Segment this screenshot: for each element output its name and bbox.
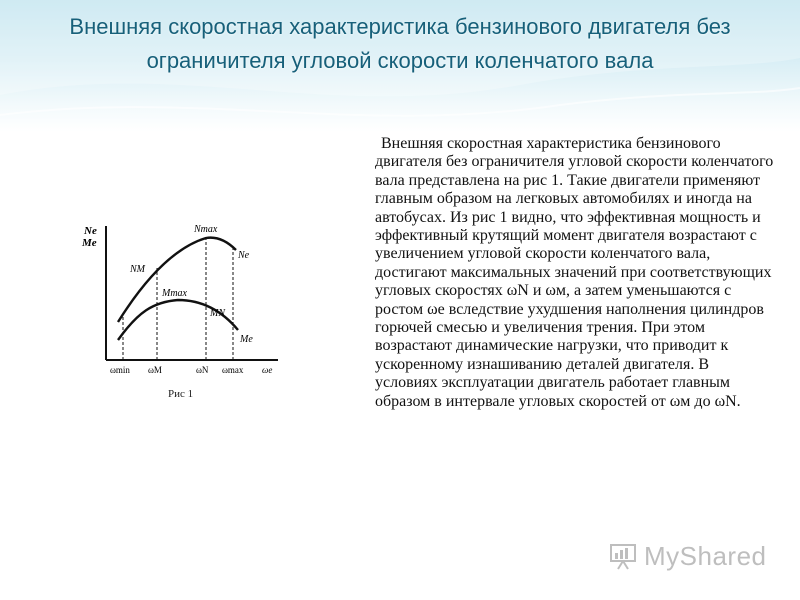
label-omega-max: ωmax (222, 365, 244, 375)
label-m-e: Me (240, 334, 253, 345)
label-omega-m: ωM (148, 365, 162, 375)
label-omega-n: ωN (196, 365, 209, 375)
myshared-watermark (608, 538, 778, 574)
speed-characteristic-figure (78, 220, 283, 380)
label-m-max: Mmax (162, 288, 187, 299)
presentation-board-icon (608, 541, 638, 571)
label-omega-min: ωmin (110, 365, 130, 375)
label-m-n: MN (210, 308, 225, 319)
watermark-text: MyShared (644, 540, 767, 571)
label-n-m: NM (130, 264, 145, 275)
slide-title: Внешняя скоростная характеристика бензинового двигателя без ограничителя угловой скорости коленчатого вала (69, 14, 731, 73)
body-paragraph (375, 135, 775, 411)
body-paragraph-text: Внешняя скоростная характеристика бензинового двигателя без ограничителя угловой скорости коленчатого вала представлена на рис 1. Такие двигатели применяют главным образом на легковых автомобилях и иногда на автобусах. Из рис 1 видно, что эффективная мощность и эффективный крутящий момент двигателя возрастают с увеличением угловой скорости коленчатого вала, достигают максимальных значений при соответствующих угловых скоростях ωN и ωм, а затем уменьшаются с ростом ωe вследствие ухудшения наполнения цилиндров горючей смесью и увеличения трения. При этом возрастают динамические нагрузки, что приводит к ускоренному изнашиванию деталей двигателя. В условиях эксплуатации двигатель работает главным образом в интервале угловых скоростей от ωм до ωN. (375, 135, 774, 410)
label-n-e: Ne (238, 250, 250, 261)
label-y-me: Me (82, 237, 97, 249)
label-y-ne: Ne (84, 225, 97, 237)
figure-caption: Рис 1 (168, 388, 194, 400)
label-omega-e: ωe (262, 365, 273, 375)
label-n-max: Nmax (194, 224, 218, 235)
